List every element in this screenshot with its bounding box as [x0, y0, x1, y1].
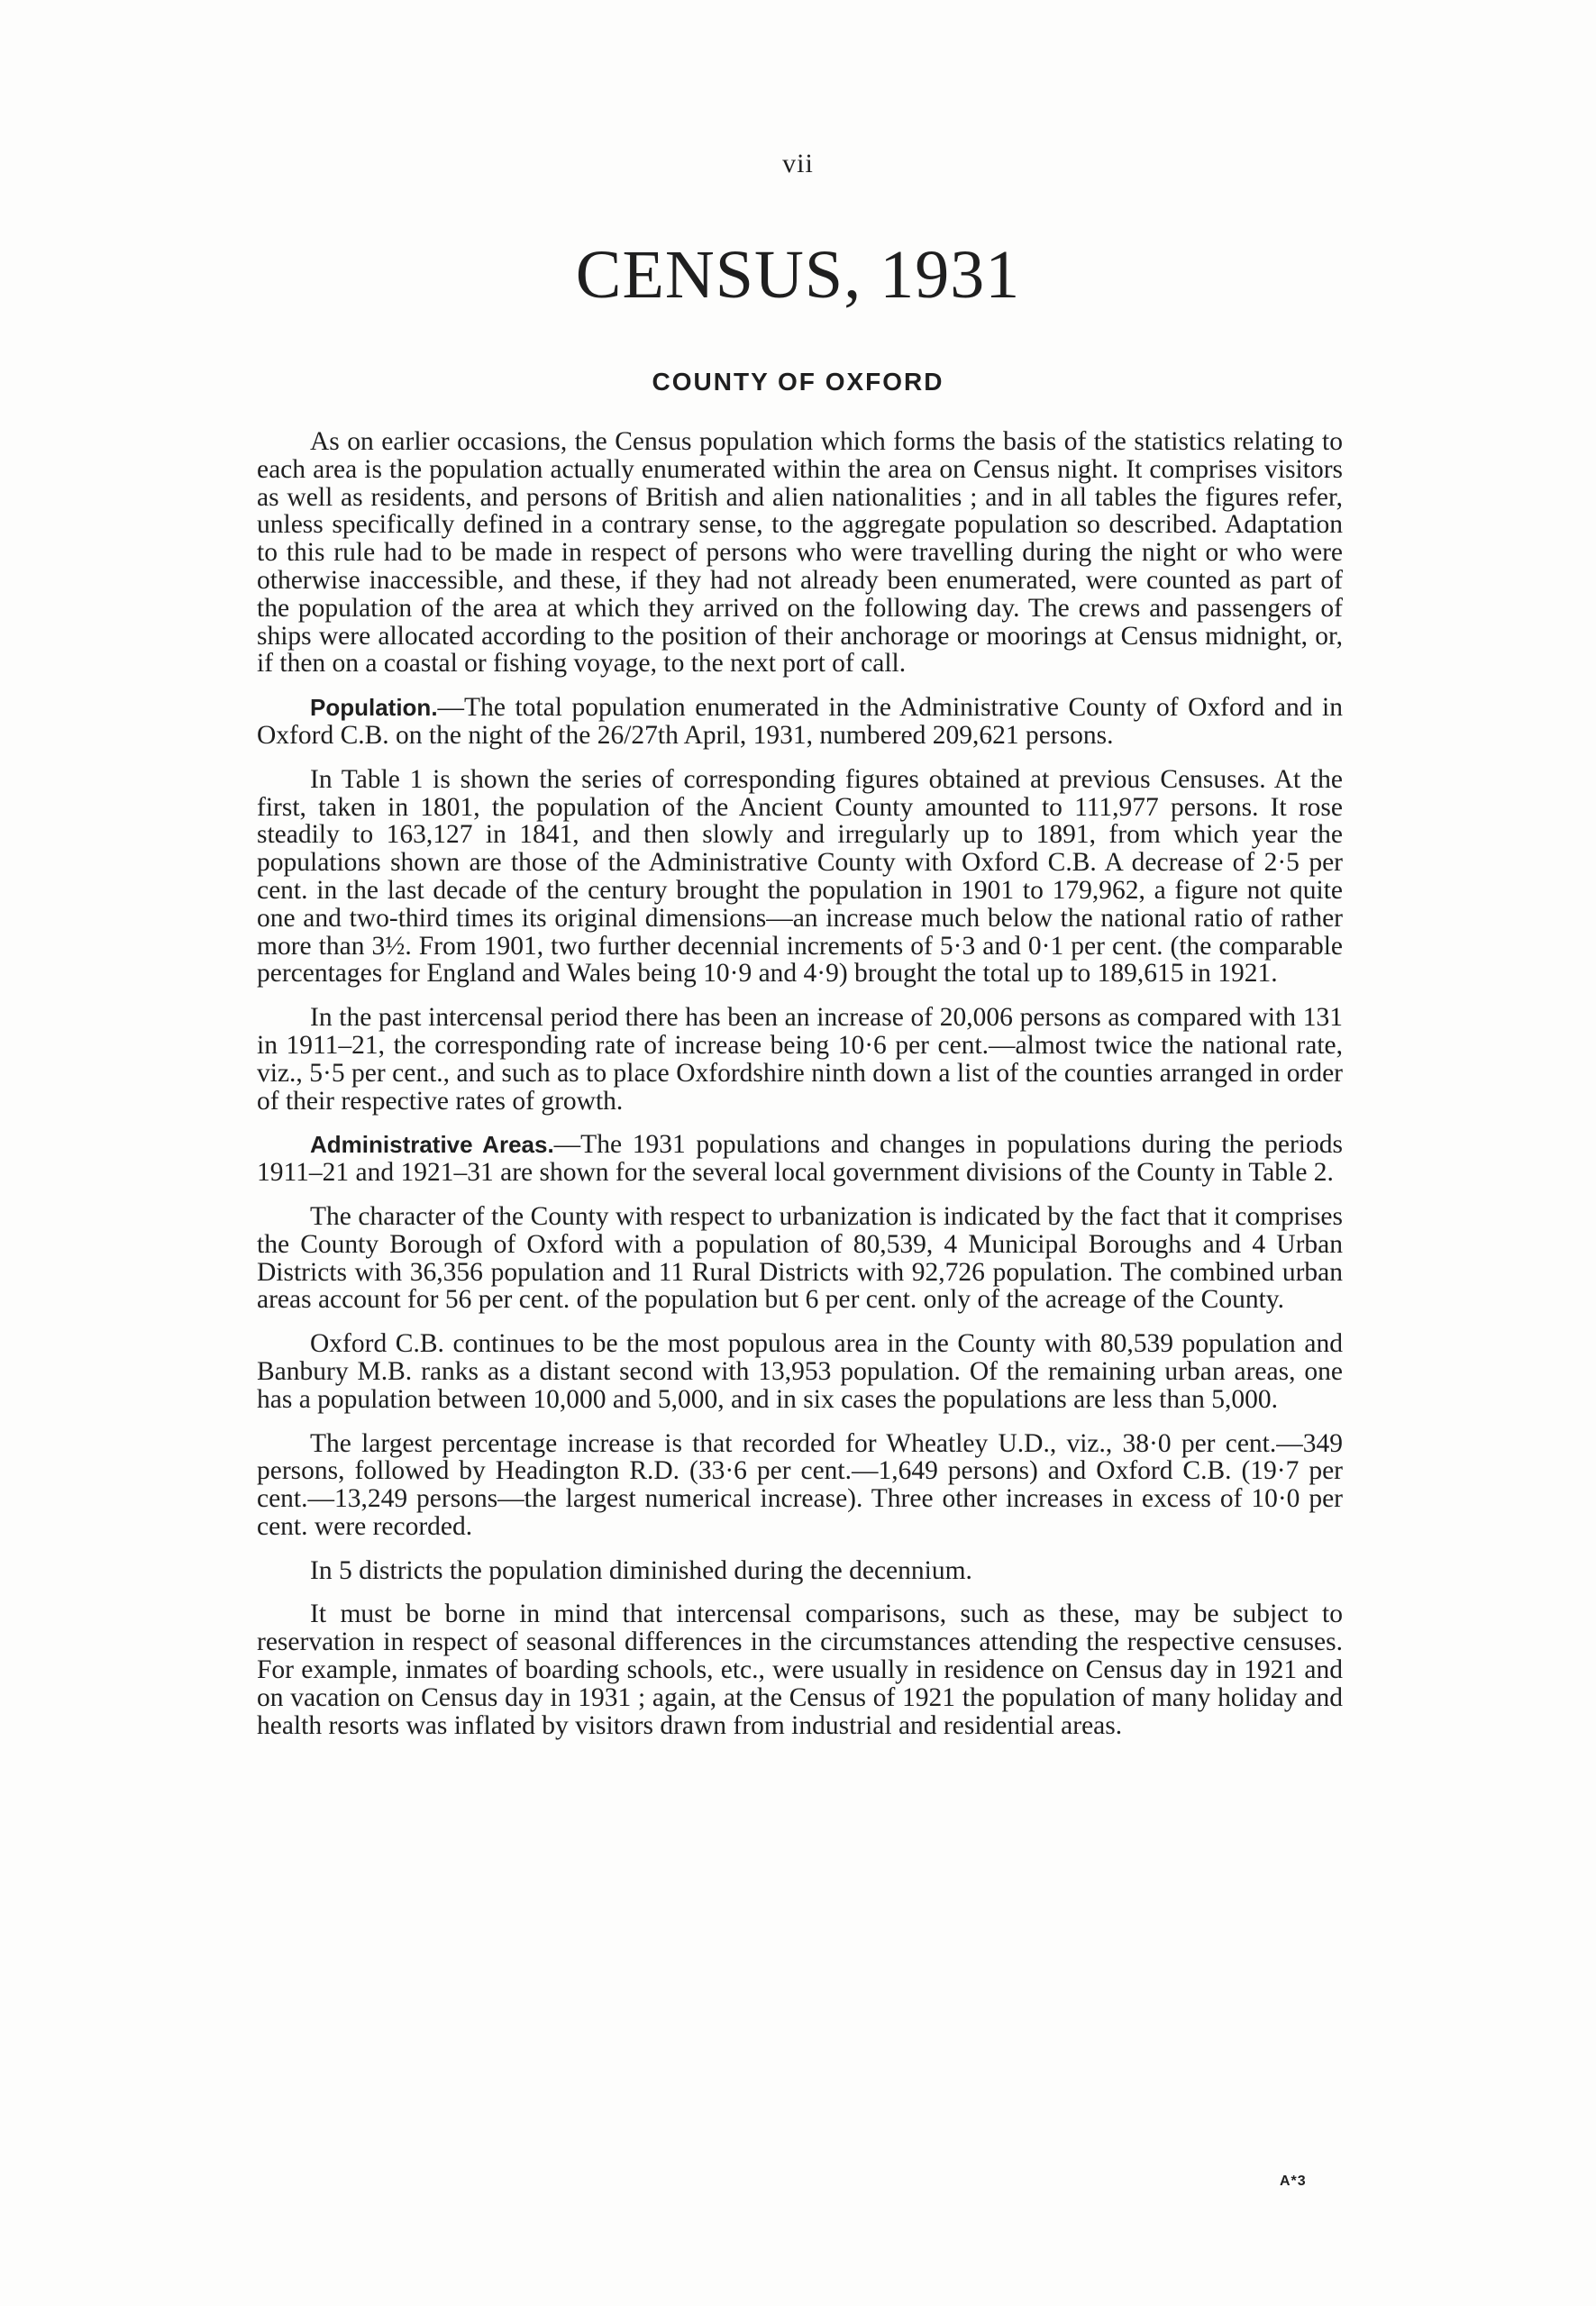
paragraph-reservation	[257, 1600, 1343, 1739]
paragraph-text: —The 1931 populations and changes in populations during the periods 1911–21 and 1921–31 are shown for the several local government divisions of the County in Table 2.	[257, 1130, 1343, 1188]
paragraph-populous-areas	[257, 1330, 1343, 1413]
section-heading-population: Population.	[310, 694, 438, 722]
page-number: vii	[782, 149, 814, 178]
paragraph-population	[257, 694, 1343, 750]
section-heading-administrative-areas: Administrative Areas.	[310, 1131, 554, 1159]
paragraph-text: In Table 1 is shown the series of corresponding figures obtained at previous Censuses. At the first, taken in 1801, the population of the Ancient County amounted to 111,977 persons. It rose steadily to 163,127 in 1841, and then slowly and irregularly up to 1891, from which year the populations shown are those of the Administrative County with Oxford C.B. A decrease of 2·5 per cent. in the last decade of the century brought the population in 1901 to 179,962, a figure not quite one and two-third times its original dimensions—an increase much below the national ratio of rather more than 3½. From 1901, two further decennial increments of 5·3 and 0·1 per cent. (the comparable percentages for England and Wales being 10·9 and 4·9) brought the total up to 189,615 in 1921.	[257, 764, 1343, 989]
paragraph-text: The largest percentage increase is that recorded for Wheatley U.D., viz., 38·0 per cent.—349 persons, followed by Headington R.D. (33·6 per cent.—1,649 persons) and Oxford C.B. (19·7 per cent.—13,249 persons—the largest numerical increase). Three other increases in excess of 10·0 per cent. were recorded.	[257, 1428, 1343, 1541]
paragraph-text: In the past intercensal period there has been an increase of 20,006 persons as compared with 131 in 1911–21, the corresponding rate of increase being 10·6 per cent.—almost twice the national rate, viz., 5·5 per cent., and such as to place Oxfordshire ninth down a list of the counties arranged in order of their respective rates of growth.	[257, 1003, 1343, 1116]
signature-mark: A*3	[1280, 2174, 1307, 2189]
paragraph-text: In 5 districts the population diminished during the decennium.	[310, 1555, 972, 1585]
paragraph-intro	[257, 428, 1343, 678]
page-subtitle: COUNTY OF OXFORD	[652, 368, 944, 396]
paragraph-administrative-areas	[257, 1131, 1343, 1187]
paragraph-table1	[257, 766, 1343, 988]
paragraph-intercensal	[257, 1004, 1343, 1115]
paragraph-text: —The total population enumerated in the Administrative County of Oxford and in Oxford C.B. on the night of the 26/27th April, 1931, numbered 209,621 persons.	[257, 693, 1343, 750]
paragraph-text: It must be borne in mind that intercensal comparisons, such as these, may be subject to reservation in respect of seasonal differences in the circumstances attending the respective censuses. For example, inmates of boarding schools, etc., were usually in residence on Census day in 1921 and on vacation on Census day in 1931 ; again, at the Census of 1921 the population of many holiday and health resorts was inflated by visitors drawn from industrial and residential areas.	[257, 1600, 1343, 1740]
paragraph-text: The character of the County with respect to urbanization is indicated by the fact that it comprises the County Borough of Oxford with a population of 80,539, 4 Municipal Boroughs and 4 Urban Districts with 36,356 population and 11 Rural Districts with 92,726 population. The combined urban areas account for 56 per cent. of the population but 6 per cent. only of the acreage of the County.	[257, 1201, 1343, 1315]
paragraph-text: Oxford C.B. continues to be the most populous area in the County with 80,539 population and Banbury M.B. ranks as a distant second with 13,953 population. Of the remaining urban areas, one has a population between 10,000 and 5,000, and in six cases the populations are less than 5,000.	[257, 1329, 1343, 1414]
page-title: CENSUS, 1931	[575, 237, 1021, 313]
paragraph-text: As on earlier occasions, the Census population which forms the basis of the statistics relating to each area is the population actually enumerated within the area on Census night. It comprises visitors as well as residents, and persons of British and alien nationalities ; and in all tables the figures refer, unless specifically defined in a contrary sense, to the aggregate population so described. Adaptation to this rule had to be made in respect of persons who were travelling during the night or who were otherwise inaccessible, and these, if they had not already been enumerated, were counted as part of the population of the area at which they arrived on the following day. The crews and passengers of ships were allocated according to the position of their anchorage or moorings at Census midnight, or, if then on a coastal or fishing voyage, to the next port of call.	[257, 427, 1343, 679]
paragraph-largest-increase	[257, 1430, 1343, 1541]
paragraph-diminished	[257, 1557, 1343, 1585]
paragraph-urbanization	[257, 1203, 1343, 1314]
body-text	[257, 428, 1343, 1755]
